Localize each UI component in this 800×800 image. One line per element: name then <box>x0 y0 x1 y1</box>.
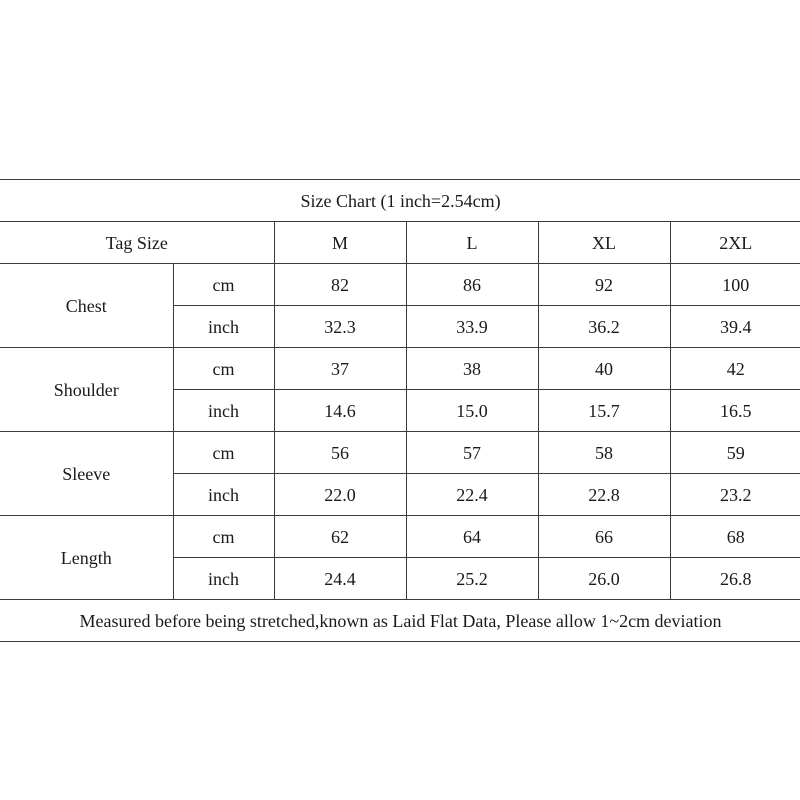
unit-cell: inch <box>173 390 274 432</box>
unit-cell: inch <box>173 558 274 600</box>
value-cell: 68 <box>670 516 800 558</box>
value-cell: 15.7 <box>538 390 670 432</box>
value-cell: 38 <box>406 348 538 390</box>
measurement-label-length: Length <box>0 516 173 600</box>
value-cell: 24.4 <box>274 558 406 600</box>
measurement-label-shoulder: Shoulder <box>0 348 173 432</box>
title-row <box>0 180 800 222</box>
table-row <box>0 516 800 558</box>
value-cell: 59 <box>670 432 800 474</box>
deviation-note: Measured before being stretched,known as Laid Flat Data, Please allow 1~2cm deviation <box>0 600 800 642</box>
size-chart-container <box>0 179 800 642</box>
measurement-label-sleeve: Sleeve <box>0 432 173 516</box>
value-cell: 82 <box>274 264 406 306</box>
value-cell: 22.8 <box>538 474 670 516</box>
table-row <box>0 432 800 474</box>
value-cell: 26.8 <box>670 558 800 600</box>
value-cell: 22.0 <box>274 474 406 516</box>
tag-size-header: Tag Size <box>0 222 274 264</box>
table-row <box>0 264 800 306</box>
unit-cell: inch <box>173 474 274 516</box>
size-chart-table <box>0 179 800 642</box>
value-cell: 26.0 <box>538 558 670 600</box>
size-header-2xl: 2XL <box>670 222 800 264</box>
value-cell: 64 <box>406 516 538 558</box>
measurement-label-chest: Chest <box>0 264 173 348</box>
unit-cell: cm <box>173 432 274 474</box>
unit-cell: cm <box>173 516 274 558</box>
unit-cell: cm <box>173 348 274 390</box>
value-cell: 33.9 <box>406 306 538 348</box>
value-cell: 56 <box>274 432 406 474</box>
value-cell: 23.2 <box>670 474 800 516</box>
value-cell: 86 <box>406 264 538 306</box>
value-cell: 40 <box>538 348 670 390</box>
value-cell: 42 <box>670 348 800 390</box>
table-row <box>0 348 800 390</box>
value-cell: 58 <box>538 432 670 474</box>
value-cell: 39.4 <box>670 306 800 348</box>
header-row <box>0 222 800 264</box>
size-header-l: L <box>406 222 538 264</box>
value-cell: 15.0 <box>406 390 538 432</box>
unit-cell: inch <box>173 306 274 348</box>
size-header-m: M <box>274 222 406 264</box>
value-cell: 37 <box>274 348 406 390</box>
size-header-xl: XL <box>538 222 670 264</box>
value-cell: 100 <box>670 264 800 306</box>
value-cell: 14.6 <box>274 390 406 432</box>
value-cell: 16.5 <box>670 390 800 432</box>
value-cell: 57 <box>406 432 538 474</box>
value-cell: 32.3 <box>274 306 406 348</box>
value-cell: 25.2 <box>406 558 538 600</box>
value-cell: 22.4 <box>406 474 538 516</box>
table-title: Size Chart (1 inch=2.54cm) <box>0 180 800 222</box>
value-cell: 36.2 <box>538 306 670 348</box>
note-row <box>0 600 800 642</box>
unit-cell: cm <box>173 264 274 306</box>
value-cell: 66 <box>538 516 670 558</box>
value-cell: 92 <box>538 264 670 306</box>
value-cell: 62 <box>274 516 406 558</box>
